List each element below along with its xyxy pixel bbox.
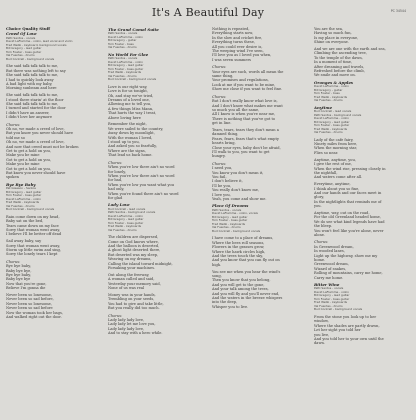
lyric-line: Is my place in everyone, <box>314 35 359 40</box>
lyric-line: Baby sat on the bed, <box>6 219 44 224</box>
lyric-line: And you will get to the gone, <box>212 282 265 287</box>
lyric-line: Nothing is repeated, <box>212 27 250 31</box>
credit-line: Bill Gregory - lead guitar <box>6 46 42 51</box>
lyric-line: Dreams of a loved one, <box>108 98 150 103</box>
lyric-line: A ghost light deserted there, <box>108 248 161 253</box>
lyric-line: Never been so lonesome, <box>6 293 52 298</box>
catalog-number: PC 34544 <box>390 9 406 13</box>
lyric-line: The weeping wind I've seen, <box>212 49 264 54</box>
credit-line: Fred Webb - keyboards <box>314 94 348 99</box>
credit-line: David LaFlamme - violin <box>108 213 143 218</box>
lyric-line: You really don't know me, <box>212 188 260 193</box>
song-credits <box>108 208 204 233</box>
lyric-line: And we are one with the earth and sea, <box>314 47 386 52</box>
lyric-line: And your talk among the trees, <box>212 287 269 292</box>
lyric-line: She said talk talk talk to me, <box>6 64 59 69</box>
credit-line: Tom Fowler - bass <box>314 91 340 96</box>
credit-line: Bud Cockrell - background vocals <box>6 207 55 212</box>
lyric-line: Lady lady lady love, <box>108 326 145 331</box>
lyric-line: I didn't love her anymore <box>6 115 53 120</box>
chorus-label: Chorus: <box>314 240 329 245</box>
lyric-line: damned thing, <box>212 132 239 137</box>
lyric-line: But I don't really know what love is, <box>212 99 278 104</box>
lyric-line: had only, <box>108 187 125 192</box>
lyric-line: But know you never should have <box>6 171 66 176</box>
lyric-line: You know you don't mean it, <box>212 170 264 175</box>
credit-line: Bud Cockrell - background vocals <box>6 56 55 61</box>
lyric-line: Got to get a hold on you, <box>6 157 52 162</box>
chorus-label: Chorus: <box>6 259 21 264</box>
lyric-line: Everytime, anytime, <box>314 182 351 187</box>
song-credits <box>212 209 308 234</box>
credit-line: Val Fuentes - drums <box>314 303 343 308</box>
lyric-line: In the nightlights that reminds me of <box>314 199 382 204</box>
lyric-line: the bleep. <box>314 224 333 229</box>
lyric-line: Your promises and regulations, <box>212 78 269 83</box>
lyric-line: Close your eyes, baby don't be afraid, <box>212 145 281 150</box>
lyric-line: And asked you so fearfully, <box>108 144 157 149</box>
column-4 <box>314 27 412 415</box>
column-3 <box>212 27 308 415</box>
lyric-line: But deserted was my sleep, <box>108 252 159 257</box>
lyric-line: All I know is when you're near me, <box>212 112 276 117</box>
lyric-line: Tears, tears, tears they don't mean a <box>212 127 279 132</box>
chorus-label: Chorus: <box>108 313 123 318</box>
credit-line: Val Fuentes - drums <box>108 45 137 50</box>
lyric-line: Bye bye baby, <box>6 273 31 278</box>
credit-line: David LaFlamme - violin <box>314 289 349 294</box>
credit-line: Tom Fowler - bass guitar <box>314 296 350 301</box>
lyric-line: I don't believe it, <box>212 179 243 184</box>
lyric-line: And you told her to your own until the <box>314 336 384 341</box>
lyric-line: Now the woman took her bags, <box>6 310 63 315</box>
credit-line: Tom Fowler - bass guitar <box>314 123 350 128</box>
credit-line: Bill Gregory - lead guitar <box>108 217 144 222</box>
credit-line: Patti Santos - vocals <box>108 56 138 61</box>
lyric-line: And waters come after all. <box>314 175 363 180</box>
credit-line: Bill Gregory - lead guitar <box>6 189 42 194</box>
chorus-label: Chorus: <box>212 94 227 99</box>
lyric-line: Out along the freeway, <box>108 272 150 277</box>
lyric-line: Believe I'm gonna die <box>6 286 46 291</box>
credit-line: Patti Santos - vocals <box>212 207 242 212</box>
song-credits <box>314 85 412 103</box>
lyric-line: you live, <box>314 332 330 337</box>
lyric-line: dawn. <box>314 341 325 346</box>
lyric-line: And I don't know what makes me want <box>212 103 283 108</box>
lyric-line: Fears, fears, fears that's what empty <box>212 136 279 141</box>
lyric-line: Greenwood dream, <box>314 262 349 267</box>
credit-line: Tom Fowler - bass guitar <box>108 66 144 71</box>
lyric-line: Trembling on your seeds, <box>108 297 155 302</box>
lyric-line: hearts bring, <box>212 141 236 146</box>
credit-line: Val Fuentes - drums <box>6 203 35 208</box>
lyrics-block <box>212 99 308 159</box>
lyric-line: high. <box>212 262 222 267</box>
credit-line: Bud Cockrell - background vocals <box>314 307 363 312</box>
credit-line: Tom Fowler - bass guitar <box>212 218 248 223</box>
lyric-line: I turned and started for the door <box>6 106 66 111</box>
lyric-line: I stood up to you, <box>108 140 140 145</box>
lyrics-block <box>108 318 204 336</box>
song-credits <box>6 37 102 62</box>
lyric-line: song, <box>212 273 222 278</box>
lyric-line: Sorry that woman went away, <box>6 227 61 232</box>
lyric-line: She said talk talk talk to me, <box>6 73 59 78</box>
lyric-line: A few things Miss Mann, <box>108 106 154 111</box>
lyric-line: Oh no, we made a creed of love, <box>6 140 65 145</box>
lyric-line: The children are dispersed, <box>108 235 159 240</box>
song-title: Anytime <box>314 104 332 110</box>
credit-line: Patti Santos - vocals <box>314 286 344 291</box>
lyrics-block <box>314 27 412 78</box>
lyric-line: Your eyes are such, words all mean the <box>212 69 284 74</box>
lyric-line: home. <box>314 258 326 262</box>
lyric-line: After dreaming and travels, <box>314 64 365 69</box>
lyric-line: Lady of the cafe fairy, <box>314 137 354 142</box>
song-title: The Grand Camel Suite <box>108 27 159 32</box>
lyric-line: I'll be you, <box>212 183 232 188</box>
song-title: No World For Glee <box>108 51 149 57</box>
lyric-line: Yeah, you come and show me. <box>212 197 267 202</box>
lyric-line: Make you be mine <box>6 162 40 167</box>
lyric-line: spoken <box>6 175 19 180</box>
credit-line: Val Fuentes - drums <box>108 227 137 232</box>
lyric-line: Storm up little swim and sing, <box>6 248 61 252</box>
lyric-line: Lady lady let me love you, <box>108 322 156 327</box>
lyrics-block <box>108 235 204 310</box>
credit-line: David LaFlamme - violin, lead vocal and violin <box>6 39 73 44</box>
lyric-line: I think about you so fine, <box>314 186 360 191</box>
lyric-line: And to stay with a hero while. <box>108 331 163 336</box>
lyrics-block <box>212 236 308 309</box>
lyric-line: And you know that you can fly out on <box>212 258 280 263</box>
lyric-line: All you could ever desire is, <box>212 44 263 49</box>
song-title: Bitter Wine <box>314 282 340 288</box>
lyric-line: Rolling of mountains, carry me home, <box>314 271 383 276</box>
lyric-line: Yesterday your memory said, <box>108 281 161 286</box>
lyric-line: Everything turns these, <box>212 40 255 45</box>
lyric-line: Make you be mine <box>6 153 40 158</box>
credit-line: Bud Cockrell - background vocals <box>212 228 261 233</box>
credit-line: Patti Santos - vocals <box>108 31 138 36</box>
credit-line: Val Fuentes - drums <box>212 225 241 230</box>
lyrics-block <box>314 138 412 238</box>
lyric-line: Look at me if you want to be mine, <box>212 82 276 87</box>
lyric-line: And the balloon is deserted, <box>108 244 160 249</box>
lyric-line: We do see what kind legends have had <box>314 219 385 224</box>
lyric-line: When the wind rise, pressing closely in <box>314 166 386 171</box>
lyric-line: I had to quickly look away <box>6 77 54 82</box>
credit-line: Val Fuentes - drums <box>314 130 343 135</box>
chorus-label: Chorus: <box>212 161 227 166</box>
lyric-line: Tears came down on my face <box>6 223 59 228</box>
lyric-line: When the morning star, <box>314 146 358 151</box>
credit-line: Fred Webb - keyboards <box>212 221 246 226</box>
lyric-line: into the deep, <box>212 300 238 305</box>
credit-line: Fred Webb - keyboards <box>108 224 142 229</box>
credit-line: Val Fuentes - drums <box>6 53 35 58</box>
lyric-line: Above loving here <box>108 115 141 120</box>
credit-line: David LaFlamme - violin <box>108 34 143 39</box>
lyric-line: When you're found there ain't no word <box>108 191 179 196</box>
lyric-line: We smile and move on. <box>314 73 356 78</box>
lyrics-block <box>212 166 308 201</box>
column-1 <box>6 27 102 415</box>
lyric-line: I was seven summers <box>212 57 252 62</box>
lyric-line: Light up the highway, show me my <box>314 253 378 258</box>
lyric-line: Remember the night, <box>108 122 147 127</box>
lyric-line: for lonely, <box>108 169 126 174</box>
lyrics-block <box>6 215 102 257</box>
credit-line: Bud Cockrell - lead vocals <box>314 109 352 114</box>
credit-line: Val Fuentes - drums <box>314 98 343 103</box>
lyric-line: Weaving on my dreams, <box>108 257 152 262</box>
credit-line: Patti Santos - background vocals <box>108 210 156 215</box>
lyric-line: the nightfall, <box>314 170 338 175</box>
lyric-line: And you will fly and you'll never end, <box>212 291 280 296</box>
lyric-line: Bye bye baby, <box>6 264 31 269</box>
lyric-line: But you know you never should have <box>6 131 74 136</box>
lyric-line: for glad <box>108 195 123 200</box>
lyric-line: Ninety miles from here, <box>314 142 358 147</box>
lyric-line: Love is our right way, <box>108 84 148 89</box>
credit-line: Bill Gregory - guitar <box>108 38 137 43</box>
lyric-line: And our hands and our faces meet in <box>314 190 382 195</box>
lyric-line: I need you, <box>212 166 233 171</box>
lyric-line: Forsaking your machines. <box>108 266 156 271</box>
lyrics-block <box>6 64 102 119</box>
lyric-line: Having so much fun, <box>314 31 352 36</box>
lyrics-block <box>6 127 102 180</box>
lyric-line: That lead us back home. <box>108 153 153 158</box>
column-2 <box>108 27 204 415</box>
lyric-line: I love you, <box>212 192 231 197</box>
lyric-line: None of us was real <box>108 286 145 291</box>
chorus-label: Chorus: <box>212 65 227 70</box>
lyric-line: When you're low you want what you <box>108 182 175 187</box>
lyric-line: Whisper you to live. <box>212 304 249 309</box>
credit-line: Tom Fowler - bass guitar <box>6 49 42 54</box>
credit-line: Fred Webb - keyboards <box>108 70 142 75</box>
lyric-line: Get to get a hold on you, <box>6 149 51 154</box>
lyric-line: A woman called and said, <box>108 277 155 282</box>
lyric-line: Show me close if you want to feel fine. <box>212 87 283 92</box>
lyrics-block <box>314 315 412 346</box>
lyric-line: I give the rest of me, <box>314 162 352 167</box>
lyrics-block <box>108 165 204 200</box>
lyric-line: Climbing the ascending tree, <box>314 51 367 56</box>
song-title: Bye Bye Baby <box>6 181 36 187</box>
lyric-line: To the temple of the dawn, <box>314 55 363 60</box>
lyric-line: You see me when you hear the wind's <box>212 269 281 274</box>
lyric-line: Oh, and stay we've tried, <box>108 93 154 98</box>
lyrics-block <box>6 264 102 319</box>
lyric-line: Anytime, way, out on the road, <box>314 210 370 215</box>
lyric-line: But you really did too much. <box>108 306 160 311</box>
credit-line: David LaFlamme - violin, vocals <box>212 211 258 216</box>
lyric-line: You are the sea, <box>314 27 344 31</box>
lyric-line: Allowing me to tell you, <box>108 102 152 107</box>
lyric-line: Money was in your hands, <box>108 292 156 297</box>
credit-line: Tom Fowler - bass guitar <box>6 193 42 198</box>
credit-line: Fred Webb - keyboards <box>314 126 348 131</box>
lyric-line: Sorry that woman went away, <box>6 243 61 248</box>
lyric-line: Away down by moonlight, <box>108 131 155 136</box>
lyric-line: glory, <box>314 195 325 200</box>
lyric-line: When you're low there ain't no word <box>108 165 175 170</box>
lyric-line: And now that creed must not be broken <box>6 144 79 149</box>
lyric-line: Where the hawk circles high, <box>212 249 266 254</box>
page-title: It's A Beautiful Day <box>151 6 265 19</box>
lyric-line: you. <box>314 204 322 209</box>
song-credits <box>6 187 102 212</box>
credit-line: David LaFlamme - violin <box>6 196 41 201</box>
chorus-label: Chorus: <box>108 160 123 165</box>
lyric-line: In Greenwood dream, <box>314 244 354 249</box>
lyric-line: told me so <box>6 135 25 140</box>
lyric-line: And the waters in the breeze whispers <box>212 296 283 300</box>
lyric-line: Then you know that you belong, <box>212 278 271 283</box>
lyric-line: There is nothing that you've got to <box>212 116 276 121</box>
song-title: Place Of Dreams <box>212 203 249 209</box>
lyric-line: Wizard of snakes, <box>314 266 347 271</box>
lyric-line: Morning sunbeam and here <box>6 86 57 91</box>
lyric-line: Shine on everyone. <box>314 40 349 45</box>
lyric-line: Come on God knows where, <box>108 239 159 244</box>
lyrics-block <box>212 70 308 92</box>
lyric-line: I have come to a place of dreams, <box>212 236 274 241</box>
lyric-line: I'll love you as I loved you when, <box>212 53 272 58</box>
lyric-line: Calling the island toward midnight, <box>108 261 173 266</box>
lyric-line: so much you all the same, <box>212 107 260 112</box>
lyric-line: And walked right out the door. <box>6 315 62 320</box>
lyric-line: Flowers in the grasses grow, <box>212 245 265 250</box>
lyric-line: for bad, <box>108 178 123 183</box>
lyric-line: Refreshed before the climb, <box>314 69 365 74</box>
lyric-line: Flies so near. <box>314 150 339 155</box>
lyric-line: I stood there starin' at the floor <box>6 97 64 102</box>
lyric-line: Never been so sad before <box>6 306 53 311</box>
lyric-line: Baby bye bye <box>6 277 31 282</box>
lyric-line: Lady lady lady love, <box>108 317 145 322</box>
credit-line: Bill Gregory - guitar <box>314 87 343 92</box>
lyric-line: I'll walk to you, you want to get <box>212 149 270 154</box>
song-title: Oranges & Apples <box>314 79 353 85</box>
lyric-line: hungry. <box>212 154 226 159</box>
song-credits <box>314 110 412 135</box>
lyrics-block <box>314 245 412 280</box>
lyric-line: From the stone you look up to her <box>314 314 377 319</box>
lyric-line: Never been so lonesome, <box>6 301 52 306</box>
lyric-line: You won't feel like you're alone, never <box>314 228 384 233</box>
lyric-line: Love is for us tonight, <box>108 89 148 94</box>
section-heading: Choice Quality Stuff <box>6 27 50 31</box>
lyric-line: But there was nothing left to say <box>6 68 66 73</box>
credit-line: Tom Fowler - bass guitar <box>108 220 144 225</box>
song-credits <box>314 287 412 312</box>
credit-line: Fred Webb - keyboard, background vocals <box>6 42 67 47</box>
lyric-line: window, <box>314 319 329 324</box>
credit-line: Bill Gregory - lead guitar <box>314 293 350 298</box>
lyric-line: You fail, <box>212 174 227 179</box>
lyric-line: Never been so sad before, <box>6 297 54 302</box>
song-title: Lady Love <box>108 202 130 208</box>
lyric-line: For the old Greenland headed home, <box>314 215 381 220</box>
credit-line: Pat Gleeson - Santos <box>6 186 36 191</box>
lyric-line: That hurts the way I treat, <box>108 111 157 116</box>
lyric-line: Sail away baby, say <box>6 239 42 244</box>
credit-line: Fred Webb - keyboards <box>6 200 40 205</box>
lyric-line: get in line. <box>212 121 232 126</box>
lyric-line: alone. <box>314 232 326 237</box>
credit-line: Tom Fowler - bass <box>108 41 134 46</box>
credit-line: David LaFlamme - violin <box>314 116 349 121</box>
credit-line: Val Fuentes - drums <box>108 73 137 78</box>
lyric-line: In a moment of time, <box>314 60 353 65</box>
lyric-line: In the slow and cricket fire, <box>212 35 263 40</box>
lyrics-block <box>212 27 308 62</box>
lyric-line: Got to get a hold on you, <box>6 166 52 171</box>
lyric-line: We were sailed to the country, <box>108 126 164 131</box>
lyric-line: Anytime, anytime, you, <box>314 157 356 162</box>
credit-line: David LaFlamme - violin <box>108 59 143 64</box>
lyric-line: She said talk talk talk to me, <box>6 93 59 98</box>
credit-line: Bill Gregory - lead guitar <box>212 214 248 219</box>
lyric-line: Now that you're gone, <box>6 281 47 286</box>
lyric-line: And the trees touch the sky, <box>212 253 263 258</box>
credit-line: David LaFlamme - violin <box>314 84 349 89</box>
lyric-line: I believe I'll be better off dead <box>6 232 62 237</box>
lyric-line: Where the bees roll seasons, <box>212 240 265 245</box>
song-credits <box>108 32 204 50</box>
chorus-label: Chorus: <box>6 122 21 127</box>
lyric-line: same thing, <box>212 74 234 79</box>
lyric-line: Everything starts now, <box>212 31 254 36</box>
lyric-line: Oh no, we made a creed of love, <box>6 126 65 131</box>
credit-line: Fred Webb - keyboards <box>314 300 348 305</box>
credit-line: Bud Cockrell - lead vocals <box>108 206 146 211</box>
lyric-line: When you're low there ain't no word <box>108 173 175 178</box>
lyrics-block <box>108 85 204 158</box>
credit-line: Bill Gregory - lead guitar <box>108 63 144 68</box>
credit-line: Patti Santos - vocals <box>6 35 36 40</box>
credit-line: Bill Gregory - lead guitar <box>314 119 350 124</box>
credit-line: Patti Santos - background vocals <box>314 112 362 117</box>
lyric-line: With the woman I loved, <box>108 135 153 140</box>
lyric-line: Carry me home. <box>314 275 344 280</box>
lyric-line: Baby bye bye, <box>6 268 32 273</box>
lyric-line: Sorry the lonely tears I kept <box>6 252 58 257</box>
credit-line: Bud Cockrell - background vocals <box>108 77 157 82</box>
song-title: Creed Of Love <box>6 31 37 37</box>
lyric-line: You had to give and take little, <box>108 301 164 306</box>
lyric-line: Where are the signs, <box>108 148 146 153</box>
lyric-line: Let her sight you told her <box>314 328 361 333</box>
lyric-line: Rain come down on my head, <box>6 214 60 219</box>
lyric-line: Where the shades are partly drawn, <box>314 323 380 328</box>
song-credits <box>108 57 204 82</box>
lyric-line: A bad light with my baby, <box>6 81 53 86</box>
lyric-line: I didn't have an answer, <box>6 110 50 115</box>
lyric-line: She said talk talk talk to me, <box>6 101 59 106</box>
lyric-line: In wooded lanes, <box>314 249 345 254</box>
